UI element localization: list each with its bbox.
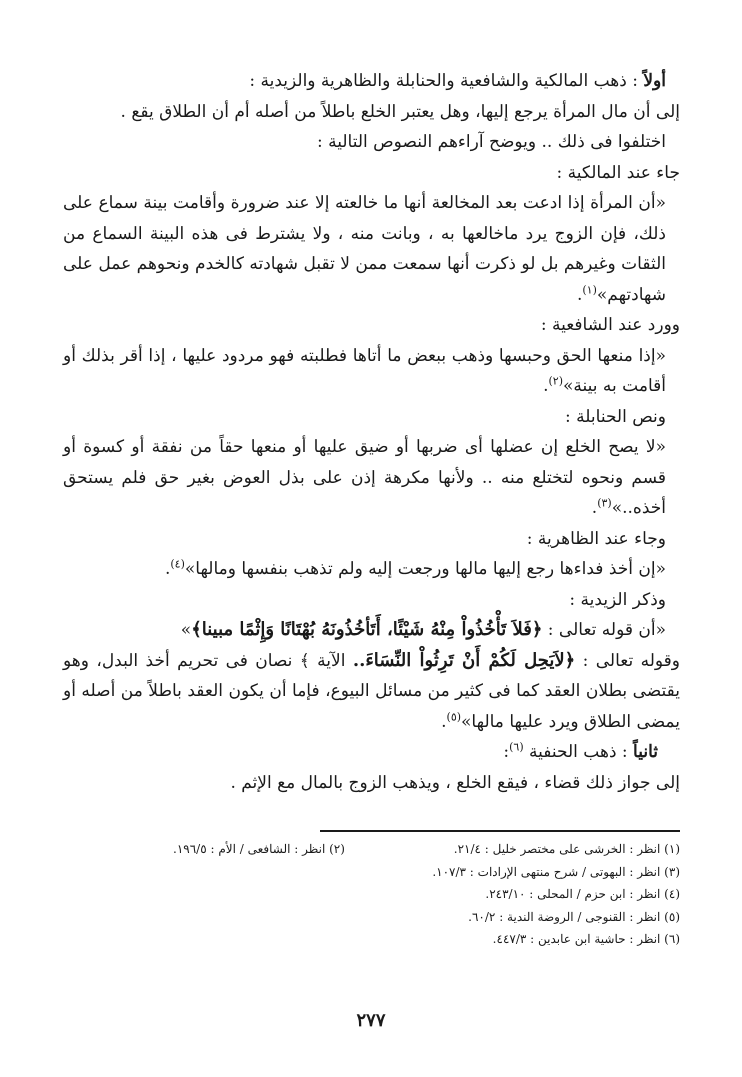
footnote-marker: (٦)	[509, 740, 524, 754]
footnote-marker: (٣)	[597, 496, 612, 510]
footnote-marker: (٤)	[170, 557, 185, 571]
quote-text: «إن أخذ فداءها رجع إليها مالها ورجعت إليه ولم تذهب بنفسها ومالها»	[184, 559, 666, 579]
quote-shafii	[63, 341, 680, 402]
quote-text: «إذا منعها الحق وحبسها وذهب ببعض ما أتاها فطلبته فهو مردود عليها ، إذا أقر بذلك أو أقامت به بينة»	[63, 345, 666, 396]
quote-text: «أن المرأة إذا ادعت بعد المخالعة أنها ما خالعته إلا عند ضرورة وأقامت بينة سماع على ذلك، فإن الزوج يرد ماخالعها به ، وبانت منه ، ولا يشترط فى هذه البينة السماع من الثقات وغيرهم بل لو ذكرت أنها سمعت ممن لا تقبل شهادته كالخدم ونحوهم عمل على شهادتهم»	[63, 193, 666, 305]
quote-close: »	[180, 620, 192, 640]
footnote-row	[63, 838, 680, 861]
footnote-4: (٤) انظر : ابن حزم / المحلى : ٢٤٣/١٠.	[485, 887, 680, 901]
heading-first-rest: : ذهب المالكية والشافعية والحنابلة والظاهرية والزيدية :	[249, 71, 644, 91]
quote-text: «لا يصح الخلع إن عضلها أى ضربها أو ضيق عليها أو منعها حقاً من نفقة أو كسوة أو قسم ونحوه لتختلع منه .. ولأنها مكرهة إذن على بذل العوض بغير حق فلم يستحق أخذه..»	[63, 437, 666, 518]
quote-zaydi-continued	[63, 646, 680, 738]
punctuation: :	[503, 742, 510, 762]
quote-text: «أن قوله تعالى :	[542, 620, 666, 640]
section-label-shafii: وورد عند الشافعية :	[540, 315, 680, 335]
footnote-divider	[320, 830, 680, 832]
footnote-row	[63, 906, 680, 929]
paragraph: اختلفوا فى ذلك .. ويوضح آراءهم النصوص التالية :	[316, 132, 666, 152]
footnote-row	[63, 861, 680, 884]
footnote-row	[63, 883, 680, 906]
quote-text: وقوله تعالى :	[575, 650, 680, 671]
footnote-2: (٢) انظر : الشافعى / الأم : ١٩٦/٥.	[173, 842, 345, 856]
page-number: ٢٧٧	[356, 1010, 386, 1031]
quote-zaydi-verse	[63, 615, 680, 646]
section-label-maliki: جاء عند المالكية :	[556, 162, 680, 183]
quote-maliki	[63, 188, 680, 310]
punctuation: .	[164, 559, 171, 579]
punctuation: .	[591, 498, 598, 518]
punctuation: .	[441, 711, 447, 732]
quran-verse: ﴿فَلاَ تَأْخُذُواْ مِنْهُ شَيْئًا، أَتَأخُذُونَهُ بُهْتَانًا وَإِثْمًا مبينا﴾	[191, 619, 543, 640]
footnote-5: (٥) انظر : القنوجى / الروضة الندية : ٦٠/٢.	[468, 909, 680, 924]
heading-first-lead: أولاً	[643, 71, 666, 91]
quote-text: الآية ﴾ نصان فى تحريم أخذ البدل، وهو يقتضى بطلان العقد كما فى كثير من مسائل البيوع، فإما أن يكون العقد باطلاً من أصله أو يمضى الطلاق ويرد عليها مالها»	[63, 650, 680, 732]
section-label-zaydi: وذكر الزيدية :	[569, 589, 666, 610]
main-text	[63, 66, 680, 798]
footnote-row	[63, 928, 680, 951]
paragraph: إلى أن مال المرأة يرجع إليها، وهل يعتبر الخلع باطلاً من أصله أم أن الطلاق يقع .	[120, 101, 680, 122]
punctuation: .	[543, 376, 549, 396]
quran-verse: ﴿لاَيَحِل لَكُمْ أَنْ تَرِثُواْ النِّسَاءَ..	[352, 649, 576, 671]
heading-second	[63, 737, 680, 768]
section-label-zahiri: وجاء عند الظاهرية :	[526, 528, 666, 549]
heading-second-rest: : ذهب الحنفية	[523, 742, 634, 762]
heading-first	[63, 66, 680, 97]
section-label-hanbali: ونص الحنابلة :	[565, 406, 666, 427]
quote-zahiri	[63, 554, 680, 585]
footnote-marker: (٢)	[548, 374, 563, 388]
footnote-marker: (٥)	[446, 709, 462, 723]
footnote-1: (١) انظر : الخرشى على مختصر خليل : ٢١/٤.	[453, 842, 680, 856]
punctuation: .	[576, 284, 583, 305]
footnotes	[63, 838, 680, 951]
quote-hanbali	[63, 432, 680, 524]
footnote-6: (٦) انظر : حاشية ابن عابدين : ٤٤٧/٣.	[492, 932, 680, 946]
paragraph: إلى جواز ذلك قضاء ، فيقع الخلع ، ويذهب الزوج بالمال مع الإثم .	[230, 772, 680, 793]
heading-second-lead: ثانياً	[633, 742, 658, 762]
footnote-marker: (١)	[582, 282, 597, 296]
footnote-3: (٣) انظر : البهوتى / شرح منتهى الإرادات : ١٠٧/٣.	[432, 864, 680, 879]
